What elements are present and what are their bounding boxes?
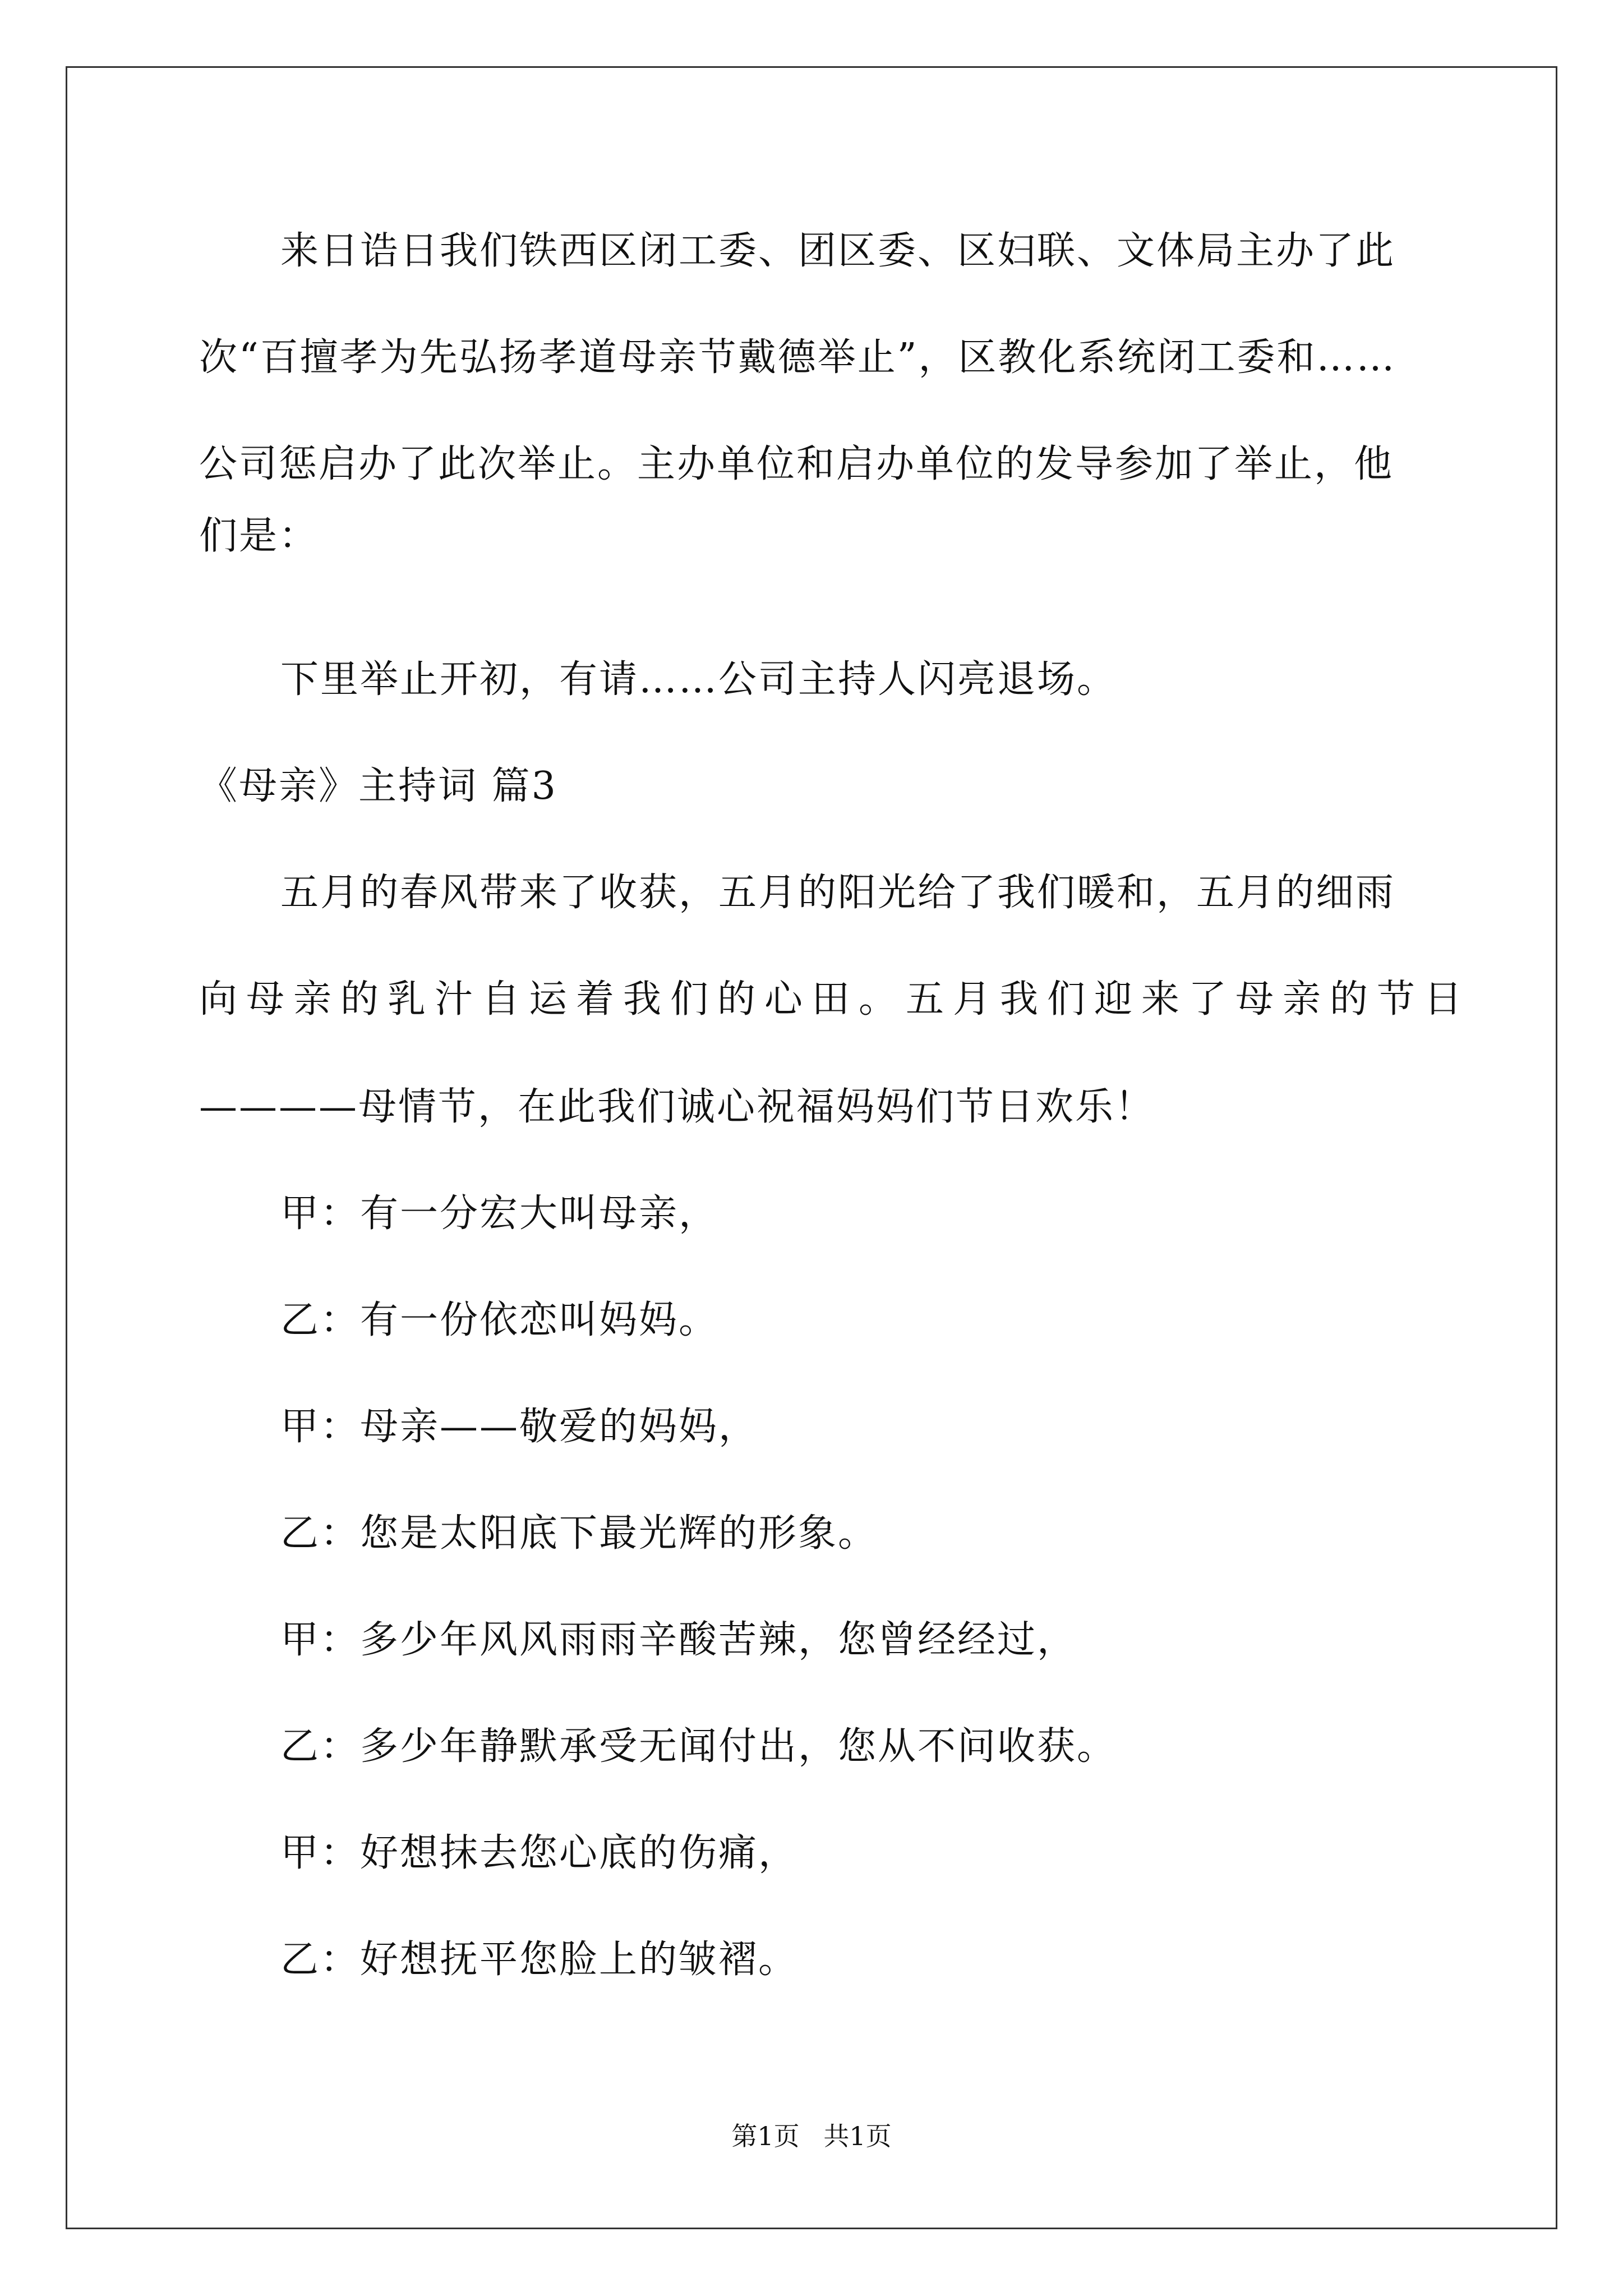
paragraph-line: 次“百擅孝为先弘扬孝道母亲节戴德举止”，区教化系统闭工委和…… (199, 335, 1396, 380)
page-border (66, 66, 1557, 2229)
section-heading: 《母亲》主持词 篇3 (199, 764, 557, 808)
dialogue-line: 甲：好想抹去您心底的伤痛， (280, 1831, 799, 1875)
dialogue-line: 乙：好想抚平您脸上的皱褶。 (280, 1938, 799, 1982)
paragraph-line: 向母亲的乳汁自运着我们的心田。五月我们迎来了母亲的节日 (199, 977, 1472, 1022)
paragraph-line: 公司惩启办了此次举止。主办单位和启办单位的发导参加了举止，他 (199, 442, 1394, 486)
paragraph-line: 五月的春风带来了收获，五月的阳光给了我们暖和，五月的细雨 (280, 871, 1396, 915)
paragraph-line: 们是： (199, 514, 319, 558)
page-footer (0, 2120, 1623, 2152)
dialogue-line: 甲：母亲——敬爱的妈妈， (280, 1405, 759, 1449)
paragraph-line: 来日诰日我们铁西区闭工委、团区委、区妇联、文体局主办了此 (280, 229, 1396, 273)
dialogue-line: 乙：您是太阳底下最光辉的形象。 (280, 1511, 878, 1556)
dialogue-line: 乙：有一份依恋叫妈妈。 (280, 1298, 719, 1342)
dialogue-line: 甲：多少年风风雨雨辛酸苦辣，您曾经经过， (280, 1618, 1077, 1662)
page-total: 共1页 (823, 2121, 892, 2151)
dialogue-line: 乙：多少年静默承受无闻付出，您从不问收获。 (280, 1724, 1117, 1769)
dialogue-line: 甲：有一分宏大叫母亲， (280, 1191, 719, 1236)
page-number: 第1页 (731, 2121, 800, 2151)
paragraph-line: 下里举止开初，有请……公司主持人闪亮退场。 (280, 657, 1117, 702)
paragraph-line: ————母情节，在此我们诚心祝福妈妈们节日欢乐！ (199, 1085, 1155, 1129)
